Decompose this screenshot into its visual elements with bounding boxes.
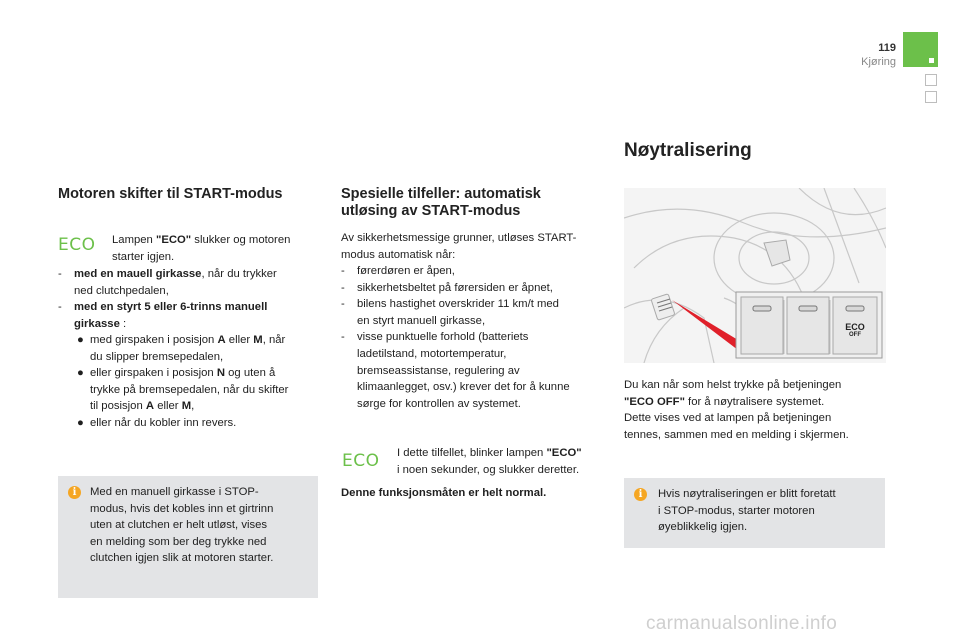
info-icon: i bbox=[68, 486, 81, 499]
lamp-text: Lampen "ECO" slukker og motoren starter igjen. bbox=[112, 234, 291, 263]
info-box-manual-gearbox bbox=[58, 476, 318, 598]
special-cases-intro: Av sikkerhetsmessige grunner, utløses START- modus automatisk når: bbox=[341, 232, 577, 261]
list-item: - førerdøren er åpen, bbox=[341, 265, 455, 277]
pointer-arrow-icon bbox=[672, 300, 738, 350]
eco-lamp-icon: ECO bbox=[58, 235, 96, 255]
watermark: carmanualsonline.info bbox=[646, 613, 838, 634]
section-heading-special-cases: Spesielle tilfeller: automatisk utløsing av START-modus bbox=[341, 186, 541, 219]
blink-text: I dette tilfellet, blinker lampen "ECO" i noen sekunder, og slukker deretter. bbox=[397, 447, 582, 476]
list-item: - bilens hastighet overskrider 11 km/t med en styrt manuell girkasse, bbox=[341, 298, 559, 327]
eco-off-button[interactable]: ECO OFF bbox=[845, 322, 865, 338]
info-icon: i bbox=[634, 488, 647, 501]
list-item: - med en styrt 5 eller 6-trinns manuell girkasse : bbox=[58, 301, 268, 330]
info-box-neutralisation bbox=[624, 478, 885, 548]
start-conditions-list bbox=[58, 266, 320, 332]
info-text: Med en manuell girkasse i STOP- modus, hvis det kobles inn et girtrinn uten at clutchen er helt utløst, vises en melding som ber deg trykke ned clutchen igjen slik at motoren starter. bbox=[90, 486, 274, 565]
chapter-square-icon bbox=[925, 91, 937, 103]
normal-operation-note: Denne funksjonsmåten er helt normal. bbox=[341, 487, 547, 499]
list-item: - sikkerhetsbeltet på førersiden er åpnet, bbox=[341, 281, 553, 294]
list-item: ● med girspaken i posisjon A eller M, når du slipper bremsepedalen, bbox=[77, 334, 286, 363]
section-title: Kjøring bbox=[861, 56, 896, 68]
list-item: - visse punktuelle forhold (batteriets ladetilstand, motortemperatur, bremseassistanse, regulering av klimaanlegget, osv.) krever det for å kunne sørge for kontrollen av systemet. bbox=[341, 331, 570, 410]
info-text: Hvis nøytraliseringen er blitt foretatt i STOP-modus, starter motoren øyeblikkelig igjen. bbox=[658, 488, 836, 534]
section-heading-neutralisation: Nøytralisering bbox=[624, 140, 752, 161]
chapter-square-icon bbox=[925, 74, 937, 86]
chapter-tab[interactable] bbox=[903, 32, 938, 67]
auto-start-conditions-list bbox=[341, 263, 603, 412]
tab-dot-icon bbox=[929, 58, 934, 63]
page-number: 119 bbox=[878, 42, 896, 54]
neutralisation-text: Du kan når som helst trykke på betjeningen "ECO OFF" for å nøytralisere systemet. Dette vises ved at lampen på betjeningen tennes, sammen med en melding i skjermen. bbox=[624, 379, 849, 441]
list-item: ● eller når du kobler inn revers. bbox=[77, 416, 237, 429]
section-heading-start-mode: Motoren skifter til START-modus bbox=[58, 186, 283, 202]
list-item: ● eller girspaken i posisjon N og uten å trykke på bremsepedalen, når du skifter til posisjon A eller M, bbox=[77, 367, 289, 413]
list-item: - med en mauell girkasse, når du trykker ned clutchpedalen, bbox=[58, 268, 277, 297]
dashboard-illustration bbox=[624, 188, 886, 363]
eco-lamp-icon: ECO bbox=[342, 451, 380, 471]
gearbox-sub-list bbox=[77, 332, 339, 432]
